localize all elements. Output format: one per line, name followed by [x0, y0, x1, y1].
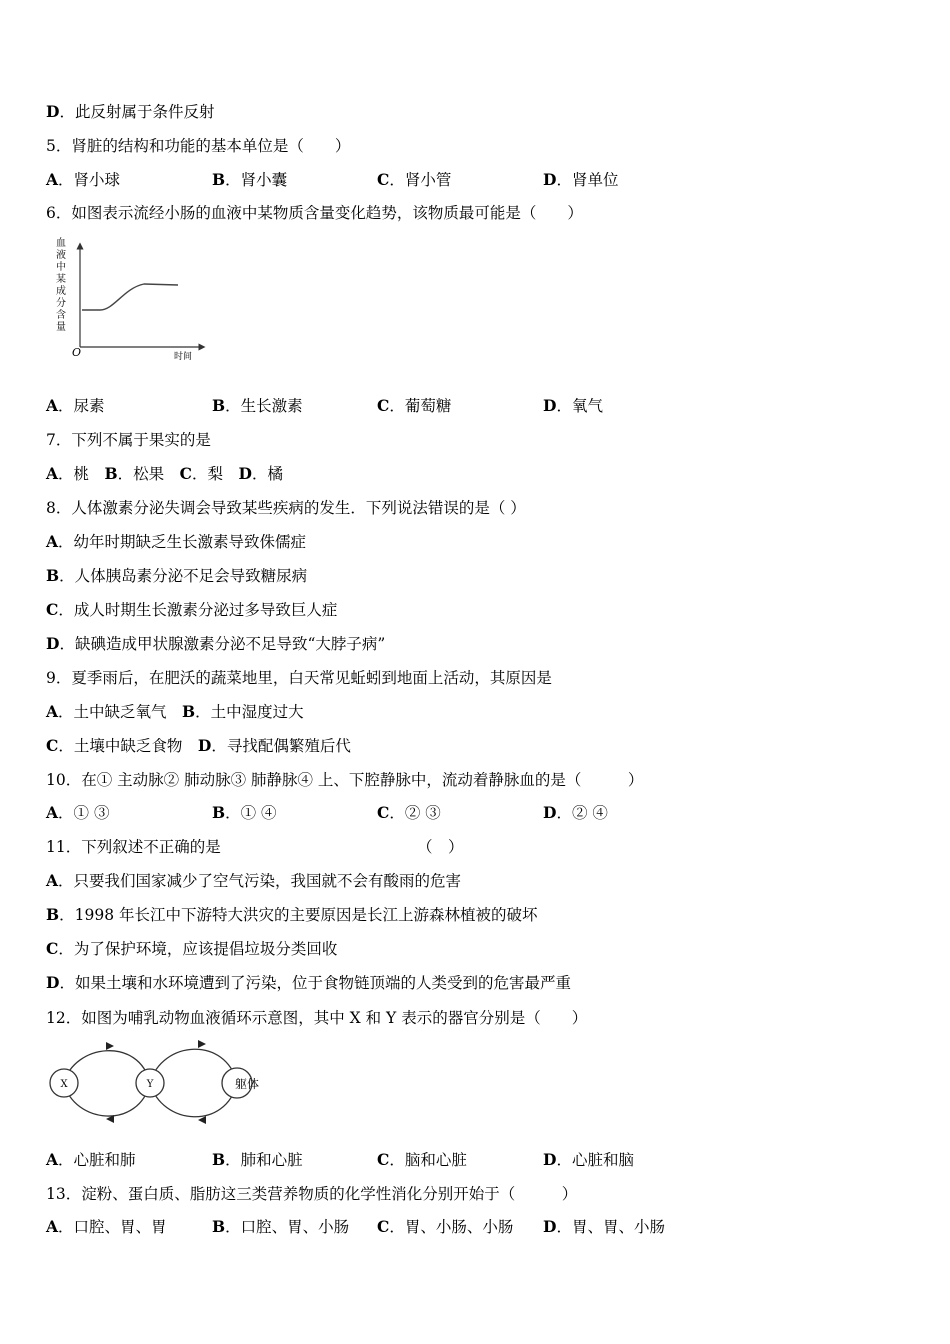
q6-y-axis-label-char: 液: [56, 250, 66, 261]
q12-option-a: A．心脏和肺: [46, 1150, 136, 1169]
q6-y-axis-label-char: 量: [56, 322, 66, 333]
q5-stem: 5．肾脏的结构和功能的基本单位是（ ）: [46, 137, 351, 155]
q6-option-d: D．氧气: [543, 396, 603, 415]
q12-stem: 12．如图为哺乳动物血液循环示意图，其中 X 和 Y 表示的器官分别是（ ）: [46, 1009, 588, 1027]
q6-stem: 6．如图表示流经小肠的血液中某物质含量变化趋势，该物质最可能是（ ）: [46, 204, 583, 222]
q5-option-b: B．肾小囊: [212, 170, 288, 189]
q11-option-d: D．如果土壤和水环境遭到了污染，位于食物链顶端的人类受到的危害最严重: [46, 973, 571, 992]
q10-option-d: D．② ④: [543, 803, 608, 822]
q6-curve: [82, 284, 178, 310]
q11-stem: 11．下列叙述不正确的是: [46, 838, 221, 856]
q6-origin-label: O: [72, 346, 82, 359]
q9-options-row1: A．土中缺乏氧气 B．土中湿度过大: [46, 702, 304, 721]
q11-answer-paren: （ ）: [417, 838, 464, 856]
q11-option-c: C．为了保护环境，应该提倡垃圾分类回收: [46, 939, 338, 958]
q13-option-d: D．胃、胃、小肠: [543, 1217, 665, 1236]
q12-option-d: D．心脏和脑: [543, 1150, 634, 1169]
q12-label-y: Y: [146, 1079, 154, 1090]
q12-option-c: C．脑和心脏: [377, 1150, 467, 1169]
q11-option-a: A．只要我们国家减少了空气污染，我国就不会有酸雨的危害: [46, 871, 462, 890]
q12-circulation-diagram: [44, 1036, 284, 1132]
q6-y-axis-label-char: 中: [56, 262, 66, 273]
q8-stem: 8．人体激素分泌失调会导致某些疾病的发生．下列说法错误的是（ ）: [46, 499, 526, 517]
q4-option-d: D．此反射属于条件反射: [46, 102, 215, 121]
q12-option-b: B．肺和心脏: [212, 1150, 303, 1169]
q8-option-d: D．缺碘造成甲状腺激素分泌不足导致“大脖子病”: [46, 634, 386, 653]
q13-option-c: C．胃、小肠、小肠: [377, 1217, 514, 1236]
q9-options-row2: C．土壤中缺乏食物 D．寻找配偶繁殖后代: [46, 736, 351, 755]
q7-options: A．桃 B．松果 C．梨 D．橘: [46, 464, 283, 483]
q8-option-a: A．幼年时期缺乏生长激素导致侏儒症: [46, 532, 307, 551]
q9-stem: 9．夏季雨后，在肥沃的蔬菜地里，白天常见蚯蚓到地面上活动，其原因是: [46, 669, 552, 687]
q6-y-axis-label-char: 某: [56, 274, 66, 285]
q6-x-axis-label: 时间: [174, 352, 193, 362]
q5-option-a: A．肾小球: [46, 170, 121, 189]
q12-arrow-1: [106, 1042, 114, 1050]
q6-y-axis-label-char: 血: [56, 238, 66, 249]
q12-label-body: 躯体: [234, 1077, 260, 1091]
q8-option-c: C．成人时期生长激素分泌过多导致巨人症: [46, 600, 338, 619]
q7-stem: 7．下列不属于果实的是: [46, 431, 211, 449]
q12-arrow-2: [198, 1040, 206, 1048]
q5-option-c: C．肾小管: [377, 170, 452, 189]
q6-y-axis-label-char: 成: [56, 286, 66, 297]
q6-option-a: A．尿素: [46, 396, 105, 415]
q6-y-axis-label: [56, 237, 66, 333]
q6-graph: [52, 234, 212, 364]
q11-option-b: B．1998 年长江中下游特大洪灾的主要原因是长江上游森林植被的破坏: [46, 905, 538, 924]
q10-option-c: C．② ③: [377, 803, 441, 822]
q6-option-c: C．葡萄糖: [377, 396, 452, 415]
q6-y-axis-label-char: 含: [56, 310, 66, 321]
q10-stem: 10．在① 主动脉② 肺动脉③ 肺静脉④ 上、下腔静脉中，流动着静脉血的是（ ）: [46, 771, 644, 789]
q10-option-b: B．① ④: [212, 803, 277, 822]
q5-option-d: D．肾单位: [543, 170, 619, 189]
q10-option-a: A．① ③: [46, 803, 110, 822]
q13-option-a: A．口腔、胃、胃: [46, 1217, 167, 1236]
q8-option-b: B．人体胰岛素分泌不足会导致糖尿病: [46, 566, 308, 585]
q12-label-x: X: [60, 1079, 68, 1090]
q6-y-axis-label-char: 分: [56, 298, 66, 309]
q6-option-b: B．生长激素: [212, 396, 303, 415]
q13-option-b: B．口腔、胃、小肠: [212, 1217, 350, 1236]
q13-stem: 13．淀粉、蛋白质、脂肪这三类营养物质的化学性消化分别开始于（ ）: [46, 1185, 578, 1203]
